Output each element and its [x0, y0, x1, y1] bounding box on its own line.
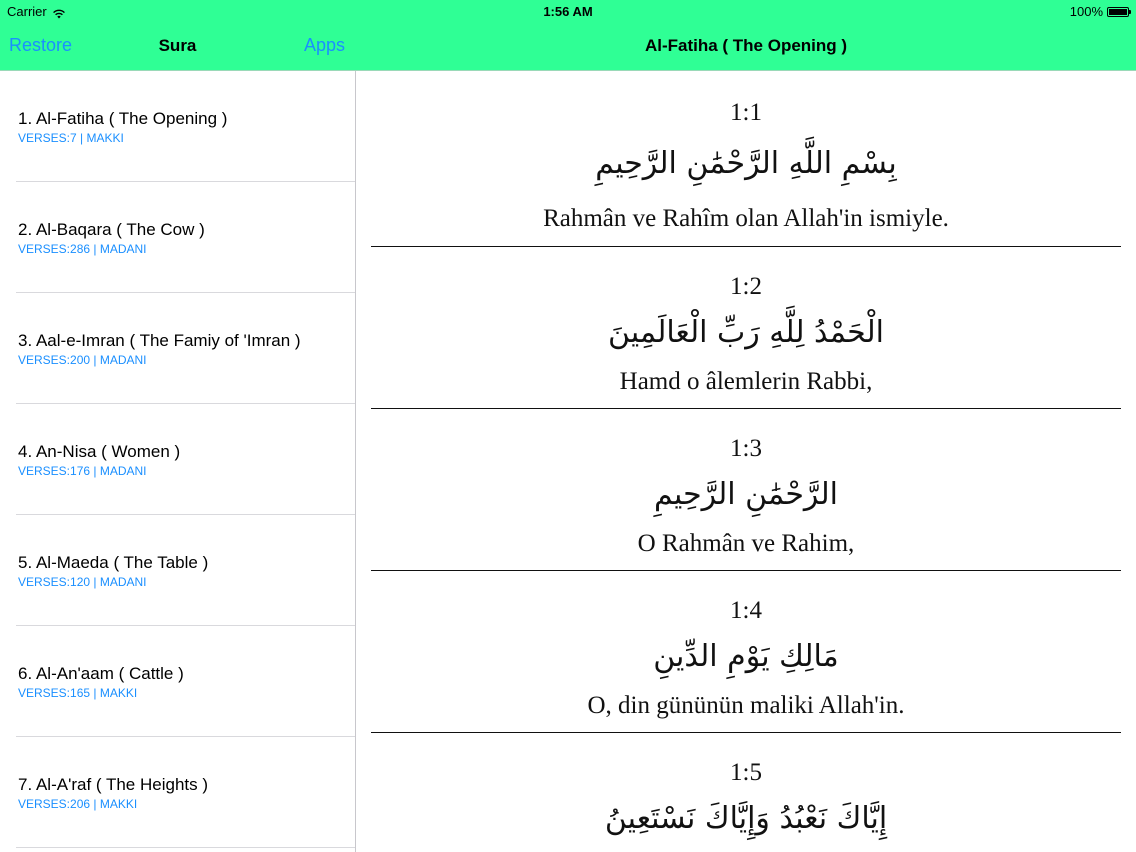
sura-subtitle: VERSES:7 | MAKKI — [18, 131, 124, 145]
verse-number: 1:2 — [730, 273, 762, 300]
verse-arabic: الرَّحْمَٰنِ الرَّحِيمِ — [654, 477, 838, 512]
sura-subtitle: VERSES:206 | MAKKI — [18, 797, 138, 811]
sura-title: 7. Al-A'raf ( The Heights ) — [18, 775, 209, 794]
list-item[interactable] — [16, 404, 355, 515]
status-right — [1070, 4, 1129, 19]
carrier-label: Carrier — [7, 4, 47, 19]
sura-title: 4. An-Nisa ( Women ) — [18, 442, 181, 461]
list-item[interactable] — [16, 515, 355, 626]
page-title: Al-Fatiha ( The Opening ) — [644, 36, 848, 55]
list-item[interactable] — [16, 626, 355, 737]
sura-subtitle: VERSES:286 | MADANI — [18, 242, 147, 256]
list-item[interactable] — [16, 293, 355, 404]
sidebar-title: Sura — [158, 36, 197, 55]
battery-level — [1109, 9, 1127, 15]
verse-number: 1:1 — [730, 99, 762, 126]
sura-title: 2. Al-Baqara ( The Cow ) — [18, 220, 205, 239]
verse-translation: O, din gününün maliki Allah'in. — [587, 692, 905, 719]
sura-subtitle: VERSES:165 | MAKKI — [18, 686, 138, 700]
verse-row — [371, 733, 1121, 852]
verse-row — [371, 247, 1121, 409]
list-item[interactable] — [16, 848, 355, 852]
verse-number: 1:5 — [730, 759, 762, 786]
verse-list[interactable] — [356, 71, 1136, 852]
sura-title: 3. Aal-e-Imran ( The Famiy of 'Imran ) — [18, 331, 301, 350]
verse-translation: O Rahmân ve Rahim, — [637, 530, 855, 557]
verse-translation: Hamd o âlemlerin Rabbi, — [619, 368, 873, 395]
verse-arabic: إِيَّاكَ نَعْبُدُ وَإِيَّاكَ نَسْتَعِينُ — [604, 801, 888, 836]
verse-translation: Rahmân ve Rahîm olan Allah'in ismiyle. — [543, 205, 949, 232]
sura-subtitle: VERSES:120 | MADANI — [18, 575, 147, 589]
verse-arabic: بِسْمِ اللَّهِ الرَّحْمَٰنِ الرَّحِيمِ — [595, 146, 897, 181]
list-item[interactable] — [16, 182, 355, 293]
sidebar-navbar — [0, 22, 355, 71]
verse-number: 1:3 — [730, 435, 762, 462]
apps-button[interactable]: Apps — [303, 35, 345, 55]
verse-arabic: الْحَمْدُ لِلَّهِ رَبِّ الْعَالَمِينَ — [608, 315, 884, 350]
sura-title: 5. Al-Maeda ( The Table ) — [18, 553, 209, 572]
sura-subtitle: VERSES:176 | MADANI — [18, 464, 147, 478]
status-time: 1:56 AM — [543, 4, 593, 19]
restore-button[interactable]: Restore — [9, 35, 73, 55]
battery-percent: 100% — [1069, 4, 1103, 19]
verse-row — [371, 571, 1121, 733]
status-bar — [0, 0, 1136, 22]
sura-list[interactable] — [0, 71, 355, 852]
verse-row — [371, 409, 1121, 571]
list-item[interactable] — [16, 71, 355, 182]
verse-number: 1:4 — [730, 597, 762, 624]
sura-subtitle: VERSES:200 | MADANI — [18, 353, 147, 367]
verse-arabic: مَالِكِ يَوْمِ الدِّينِ — [653, 639, 839, 674]
list-item[interactable] — [16, 737, 355, 848]
verse-row — [371, 71, 1121, 247]
navigation-bar — [0, 22, 1136, 71]
sura-title: 1. Al-Fatiha ( The Opening ) — [18, 109, 228, 128]
battery-icon — [1107, 7, 1129, 17]
sura-title: 6. Al-An'aam ( Cattle ) — [18, 664, 184, 683]
